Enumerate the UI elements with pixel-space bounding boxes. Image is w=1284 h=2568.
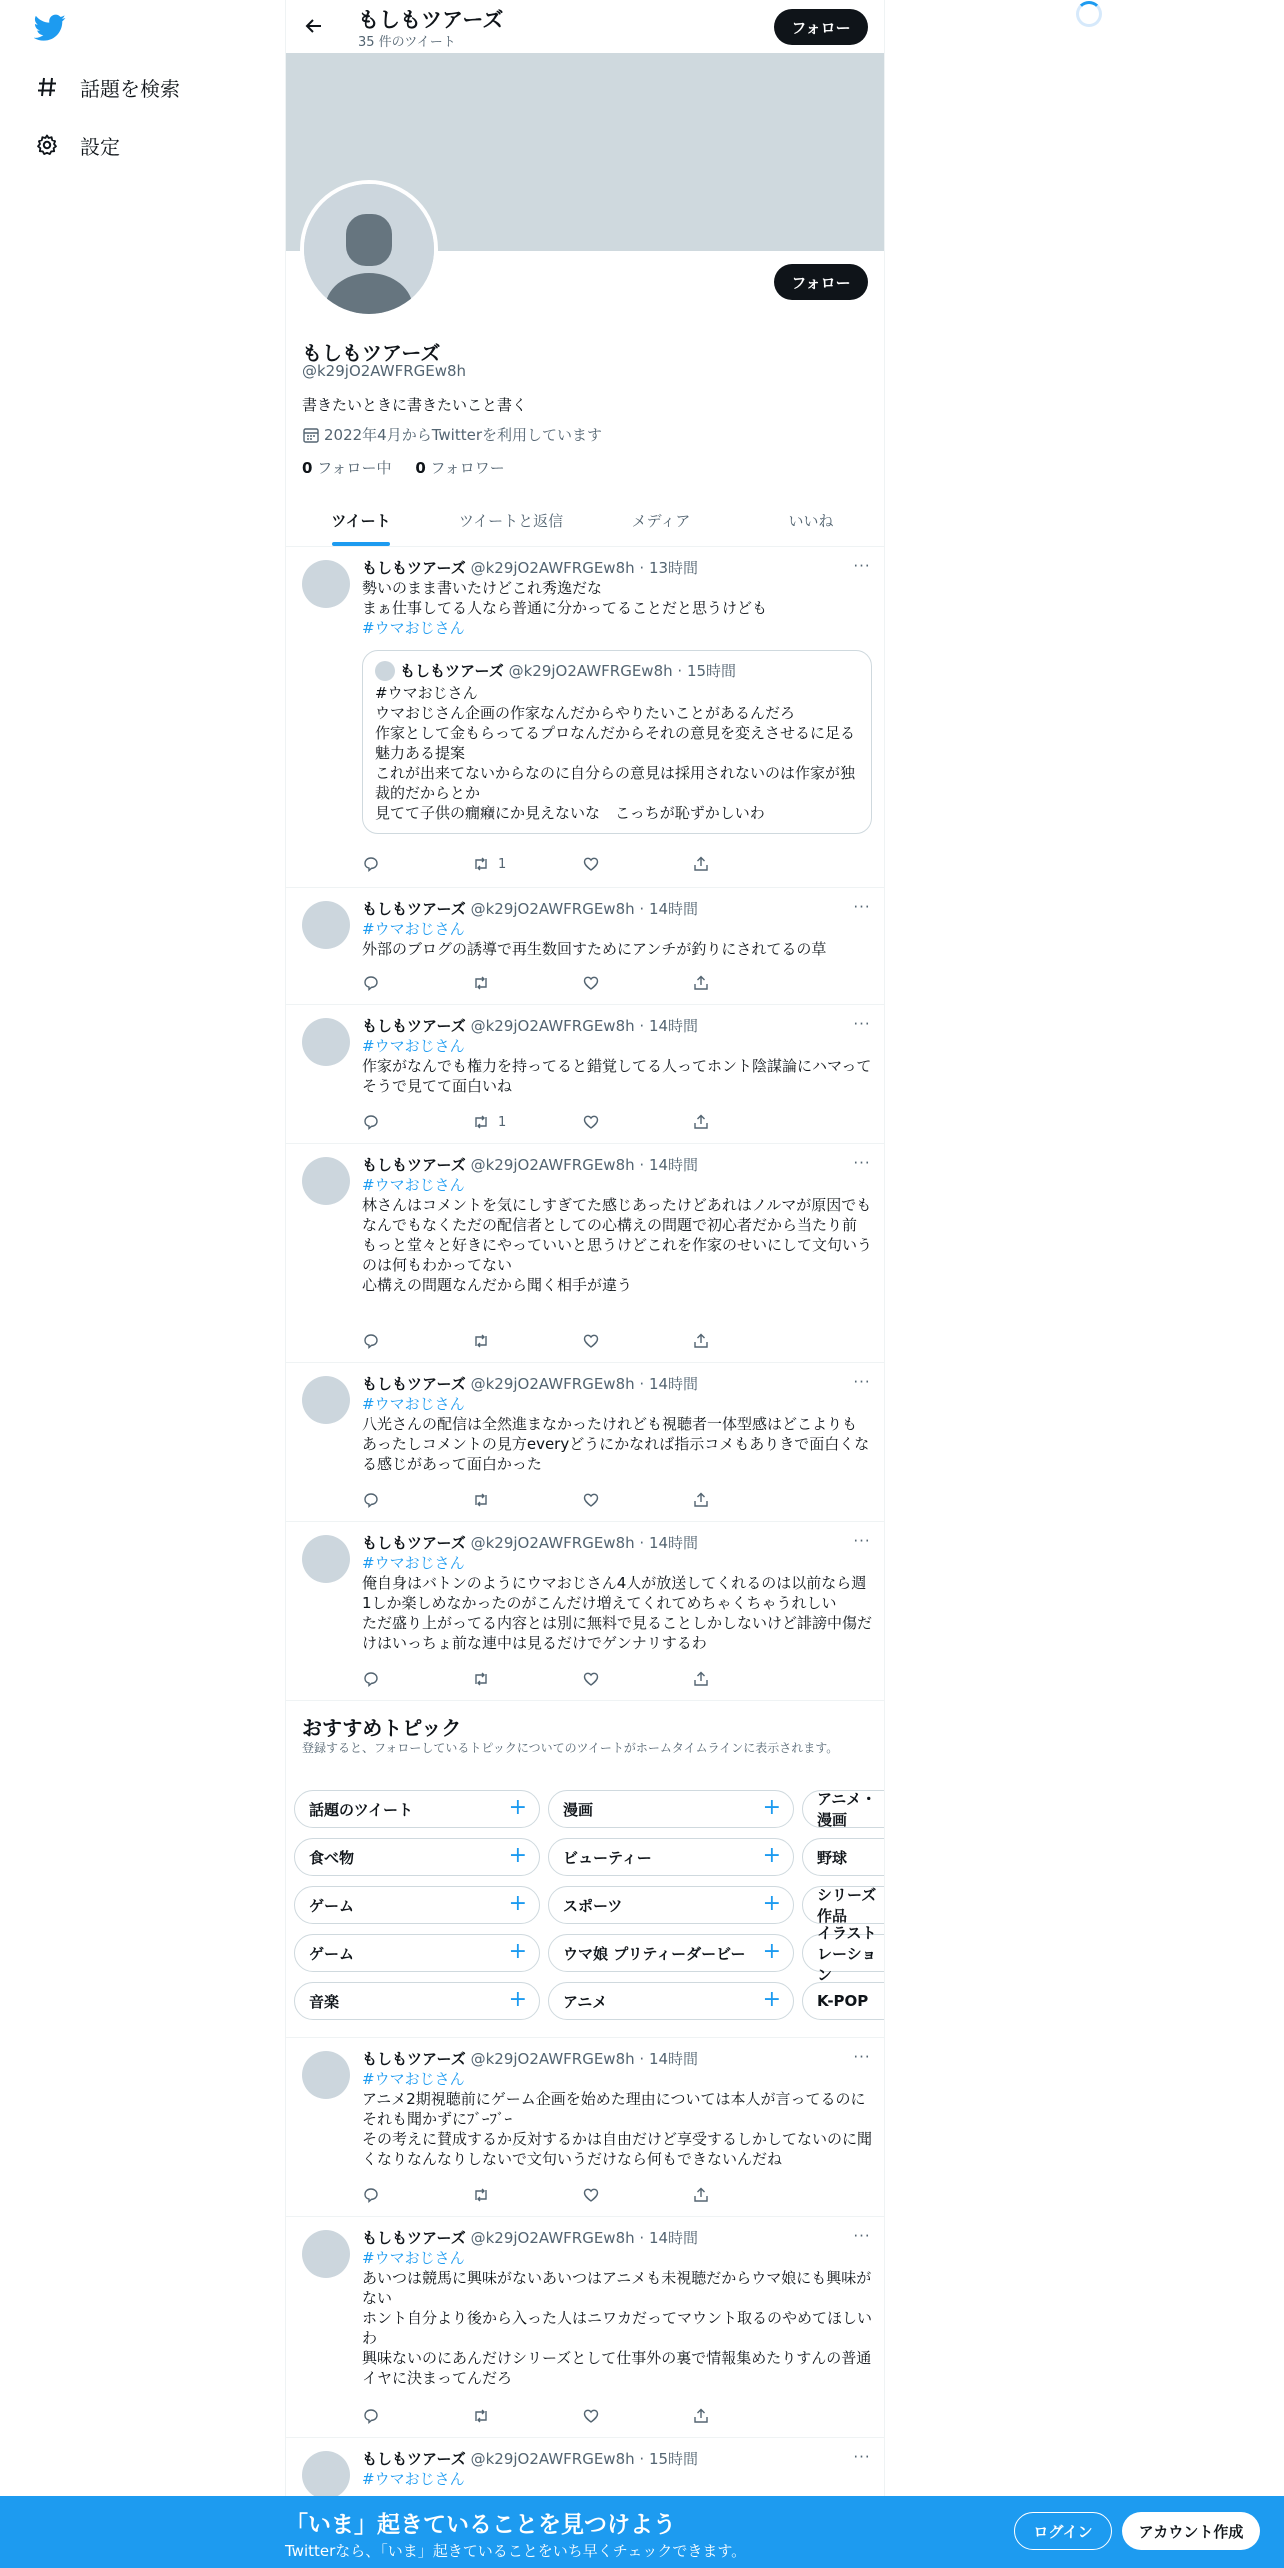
tweet-avatar[interactable] [302,1157,350,1205]
twitter-logo-icon[interactable] [34,14,66,42]
tweet-author-name[interactable]: もしもツアーズ [362,900,466,918]
plus-icon[interactable]: + [762,1939,781,1964]
heart-icon [582,2186,600,2204]
hashtag-link[interactable]: #ウマおじさん [362,2070,465,2088]
tab-tweets-and-replies[interactable]: ツイートと返信 [458,511,564,530]
tweet-author-handle[interactable]: @k29jO2AWFRGEw8h [470,2450,635,2468]
retweet-button[interactable] [472,2185,582,2205]
tweet-header [362,2449,872,2469]
tweet-author-handle[interactable]: @k29jO2AWFRGEw8h [470,559,635,577]
reply-icon [362,1113,380,1131]
recommended-topics [286,1708,885,2038]
heart-icon [582,2407,600,2425]
tweet-author-handle[interactable]: @k29jO2AWFRGEw8h [470,900,635,918]
like-button[interactable] [582,854,692,874]
nav-explore[interactable] [34,67,180,107]
tweet-avatar[interactable] [302,2230,350,2278]
tweet[interactable] [286,889,885,1005]
topic-chip[interactable]: K-POP [802,1982,885,2020]
tweet-actions [362,1112,802,1132]
share-button[interactable] [692,1331,802,1351]
retweet-icon [472,1670,490,1688]
hashtag-link[interactable]: #ウマおじさん [362,2470,465,2488]
signup-banner [0,2496,1284,2568]
hashtag-link[interactable]: #ウマおじさん [362,2249,465,2267]
nav-settings-label: 設定 [80,134,120,159]
tweet-actions [362,2406,802,2426]
tweet-author-name[interactable]: もしもツアーズ [362,1156,466,1174]
heart-icon [582,1670,600,1688]
profile-tabs [286,494,885,547]
topic-chip[interactable]: ゲーム + [294,1934,540,1972]
tweet-avatar[interactable] [302,2451,350,2499]
tweet-time[interactable]: · 13時間 [639,559,699,577]
tweet-time[interactable]: · 14時間 [639,900,699,918]
reply-button[interactable] [362,2185,472,2205]
retweet-icon [472,1332,490,1350]
share-button[interactable] [692,973,802,993]
tweet-time[interactable]: · 14時間 [639,1534,699,1552]
hashtag-link[interactable]: #ウマおじさん [362,1037,465,1055]
more-icon[interactable]: ··· [853,1154,871,1172]
plus-icon[interactable]: + [762,1891,781,1916]
topic-chip[interactable]: 漫画 + [548,1790,794,1828]
reply-icon [362,855,380,873]
calendar-icon [302,426,320,444]
plus-icon[interactable]: + [762,1795,781,1820]
followers-link[interactable]: 0 フォロワー [415,459,505,477]
more-icon[interactable]: ··· [853,2448,871,2466]
tweet-author-name[interactable]: もしもツアーズ [362,1017,466,1035]
tweet-actions [362,1331,802,1351]
quoted-tweet[interactable] [362,650,872,834]
hashtag-icon [34,74,60,100]
tweet-header [362,2228,872,2248]
tweet-avatar[interactable] [302,1535,350,1583]
tweet-time[interactable]: · 15時間 [639,2450,699,2468]
like-button[interactable] [582,1669,692,1689]
reply-button[interactable] [362,1490,472,1510]
quoted-tweet-time: · 15時間 [677,662,737,680]
hashtag-link[interactable]: #ウマおじさん [362,619,465,637]
tweet-header [362,1016,872,1036]
following-link[interactable]: 0 フォロー中 [302,459,392,477]
tweet-header [362,558,872,578]
tweet-author-handle[interactable]: @k29jO2AWFRGEw8h [470,1375,635,1393]
reply-icon [362,2186,380,2204]
loading-spinner-icon [1076,1,1102,27]
like-button[interactable] [582,1490,692,1510]
tweet-time[interactable]: · 14時間 [639,1375,699,1393]
topic-chip[interactable]: ビューティー + [548,1838,794,1876]
plus-icon[interactable]: + [508,1939,527,1964]
topic-chip[interactable]: アニメ・漫画 [802,1790,885,1828]
retweet-icon [472,1113,490,1131]
profile-handle: @k29jO2AWFRGEw8h [302,362,467,380]
plus-icon[interactable]: + [508,1987,527,2012]
topics-subtitle: 登録すると、フォローしているトピックについてのツイートがホームタイムラインに表示されます。 [302,1741,839,1755]
tweet-actions [362,973,802,993]
tweet-author-handle[interactable]: @k29jO2AWFRGEw8h [470,1156,635,1174]
share-icon [692,1113,710,1131]
share-button[interactable] [692,2406,802,2426]
quoted-tweet-text: #ウマおじさん ウマおじさん企画の作家なんだからやりたいことがあるんだろ 作家として金もらってるプロなんだからそれの意見を変えさせるに足る魅力ある提案 これが出来てないからなのに自分らの意見は採用されないのは作家が独裁的だからとか 見てて子供の癇癪にか見えないな こっちが恥ずかしいわ [375,684,856,822]
topic-chip[interactable]: ゲーム + [294,1886,540,1924]
profile-join-date [302,424,602,445]
tab-tweets[interactable]: ツイート [286,494,436,546]
quoted-tweet-avatar [375,661,395,681]
like-button[interactable] [582,2406,692,2426]
tweet[interactable] [286,1364,885,1522]
login-button[interactable]: ログイン [1014,2512,1112,2550]
tweet-time[interactable]: · 14時間 [639,1017,699,1035]
signup-button[interactable]: アカウント作成 [1122,2512,1260,2550]
more-icon[interactable]: ··· [853,557,871,575]
topic-chip[interactable]: スポーツ + [548,1886,794,1924]
topic-chip[interactable]: 音楽 + [294,1982,540,2020]
topic-chip[interactable]: シリーズ作品 [802,1886,885,1924]
more-icon[interactable]: ··· [853,1015,871,1033]
tweet-author-name[interactable]: もしもツアーズ [362,2050,466,2068]
retweet-button[interactable] [472,1490,582,1510]
retweet-icon [472,855,490,873]
tweet-actions [362,1669,802,1689]
hashtag-link[interactable]: #ウマおじさん [362,1395,465,1413]
tweet-header [362,1533,872,1553]
heart-icon [582,1332,600,1350]
topics-title: おすすめトピック [302,1716,462,1740]
tweet[interactable] [286,548,885,888]
share-icon [692,974,710,992]
more-icon[interactable]: ··· [853,2048,871,2066]
tweet-avatar[interactable] [302,901,350,949]
tweet-text: 林さんはコメントを気にしすぎてた感じあったけどあれはノルマが原因でもなんでもなくただの配信者としての心構えの問題で初心者だから当たり前 もっと堂々と好きにやっていいと思うけどこれを作家のせいにして文句いうのは何もわかってない 心構えの問題なんだから聞く相手が違う [362,1196,873,1294]
reply-button[interactable] [362,1112,472,1132]
tweet-author-name[interactable]: もしもツアーズ [362,1375,466,1393]
share-icon [692,1491,710,1509]
reply-icon [362,1670,380,1688]
retweet-icon [472,974,490,992]
tweet-text: 八光さんの配信は全然進まなかったけれども視聴者一体型感はどこよりもあったしコメントの見方everyどうにかなれば指示コメもありきで面白くなる感じがあって面白かった [362,1415,870,1473]
share-icon [692,2407,710,2425]
tweet[interactable] [286,1006,885,1144]
tweet-time[interactable]: · 14時間 [639,2229,699,2247]
reply-button[interactable] [362,973,472,993]
profile-follow-stats [302,457,505,478]
tweet-header [362,899,872,919]
tweet-author-name[interactable]: もしもツアーズ [362,2229,466,2247]
signup-banner-subtitle: Twitterなら、「いま」起きていることをいち早くチェックできます。 [285,2542,747,2560]
retweet-button[interactable] [472,1112,582,1132]
tweet-actions [362,2185,802,2205]
signup-banner-title: 「いま」起きていることを見つけよう [285,2512,676,2538]
tweet-header [362,1374,872,1394]
reply-icon [362,1332,380,1350]
tweet-author-handle[interactable]: @k29jO2AWFRGEw8h [470,1017,635,1035]
topic-chip[interactable]: 話題のツイート + [294,1790,540,1828]
tweet-author-handle[interactable]: @k29jO2AWFRGEw8h [470,2229,635,2247]
topic-chip[interactable]: 食べ物 + [294,1838,540,1876]
share-icon [692,855,710,873]
heart-icon [582,1113,600,1131]
topic-chip[interactable]: ウマ娘 プリティーダービー + [548,1934,794,1972]
hashtag-link[interactable]: #ウマおじさん [362,920,465,938]
profile-header-bar [286,0,885,53]
profile-follow-button[interactable]: フォロー [774,264,868,300]
share-button[interactable] [692,1112,802,1132]
plus-icon[interactable]: + [508,1891,527,1916]
retweet-button[interactable] [472,1669,582,1689]
more-icon[interactable]: ··· [853,1373,871,1391]
plus-icon[interactable]: + [762,1843,781,1868]
like-button[interactable] [582,973,692,993]
gear-icon [34,132,60,158]
tweet-text: 外部のブログの誘導で再生数回すためにアンチが釣りにされてるの草 [362,940,827,958]
plus-icon[interactable]: + [508,1795,527,1820]
more-icon[interactable]: ··· [853,2227,871,2245]
tweet-text: あいつは競馬に興味がないあいつはアニメも未視聴だからウマ娘にも興味がない ホント自分より後から入った人はニワカだってマウント取るのやめてほしいわ 興味ないのにあんだけシリーズとして仕事外の裏で情報集めたりすんの普通イヤに決まってんだろ [362,2269,873,2387]
plus-icon[interactable]: + [762,1987,781,2012]
plus-icon[interactable]: + [508,1843,527,1868]
tweet-time[interactable]: · 14時間 [639,2050,699,2068]
nav-explore-label: 話題を検索 [80,76,180,101]
retweet-count: 1 [498,856,507,872]
reply-button[interactable] [362,1669,472,1689]
reply-icon [362,974,380,992]
profile-join-text: 2022年4月からTwitterを利用しています [324,426,602,444]
tweet-text: アニメ2期視聴前にゲーム企画を始めた理由については本人が言ってるのにそれも聞かずにﾌﾞｰﾌﾞｰ その考えに賛成するか反対するかは自由だけど享受するしかしてないのに聞くなりなんなりしないで文句いうだけなら何もできないんだね [362,2090,873,2168]
reply-icon [362,1491,380,1509]
like-button[interactable] [582,2185,692,2205]
tweet-author-name[interactable]: もしもツアーズ [362,559,466,577]
topic-chip[interactable]: 野球 [802,1838,885,1876]
more-icon[interactable]: ··· [853,1532,871,1550]
header-follow-button[interactable]: フォロー [774,9,868,45]
tweet-text: 勢いのまま書いたけどこれ秀逸だな まぁ仕事してる人なら普通に分かってることだと思うけども [362,579,768,617]
tweet-text: 俺自身はバトンのようにウマおじさん4人が放送してくれるのは以前なら週1しか楽しめなかったのがこんだけ増えてくれてめちゃくちゃうれしい ただ盛り上がってる内容とは別に無料で見ることしかしないけど誹謗中傷だけはいっちょ前な連中は見るだけでゲンナリするわ [362,1574,873,1652]
like-button[interactable] [582,1331,692,1351]
tweet-author-handle[interactable]: @k29jO2AWFRGEw8h [470,1534,635,1552]
tweet[interactable] [286,1523,885,1701]
tweet-avatar[interactable] [302,1376,350,1424]
tweet-author-name[interactable]: もしもツアーズ [362,1534,466,1552]
hashtag-link[interactable]: #ウマおじさん [362,1176,465,1194]
nav-settings[interactable] [34,125,120,165]
heart-icon [582,1491,600,1509]
tweet-avatar[interactable] [302,560,350,608]
profile-avatar[interactable] [300,180,438,318]
share-icon [692,2186,710,2204]
back-arrow-icon[interactable] [296,8,332,44]
tweet-actions [362,854,802,874]
header-profile-name: もしもツアーズ [358,8,504,32]
tweet[interactable] [286,1145,885,1363]
reply-icon [362,2407,380,2425]
quoted-author-name: もしもツアーズ [400,662,504,680]
quoted-author-handle: @k29jO2AWFRGEw8h [508,662,673,680]
tweet-author-handle[interactable]: @k29jO2AWFRGEw8h [470,2050,635,2068]
reply-button[interactable] [362,1331,472,1351]
tweet[interactable] [286,2039,885,2217]
like-button[interactable] [582,1112,692,1132]
share-button[interactable] [692,2185,802,2205]
retweet-button[interactable] [472,854,582,874]
reply-button[interactable] [362,854,472,874]
retweet-button[interactable] [472,973,582,993]
share-button[interactable] [692,1669,802,1689]
share-icon [692,1332,710,1350]
more-icon[interactable]: ··· [853,898,871,916]
retweet-count: 1 [498,1114,507,1130]
tweet-header [362,1155,872,1175]
tweet-actions [362,1490,802,1510]
tweet-author-name[interactable]: もしもツアーズ [362,2450,466,2468]
retweet-button[interactable] [472,2406,582,2426]
share-button[interactable] [692,1490,802,1510]
share-icon [692,1670,710,1688]
retweet-icon [472,2407,490,2425]
tweet-avatar[interactable] [302,2051,350,2099]
retweet-button[interactable] [472,1331,582,1351]
tab-media[interactable]: メディア [631,511,691,530]
header-tweet-count: 35 件のツイート [358,35,456,50]
retweet-icon [472,1491,490,1509]
tab-likes[interactable]: いいね [788,511,834,530]
tweet[interactable] [286,2218,885,2438]
hashtag-link[interactable]: #ウマおじさん [362,1554,465,1572]
profile-name: もしもツアーズ [302,341,441,365]
heart-icon [582,974,600,992]
tweet-avatar[interactable] [302,1018,350,1066]
default-avatar-icon [304,184,434,314]
retweet-icon [472,2186,490,2204]
heart-icon [582,855,600,873]
tweet-text: 作家がなんでも権力を持ってると錯覚してる人ってホント陰謀論にハマってそうで見てて面白いね [362,1057,872,1095]
reply-button[interactable] [362,2406,472,2426]
tweet-header [362,2049,872,2069]
tweet-time[interactable]: · 14時間 [639,1156,699,1174]
share-button[interactable] [692,854,802,874]
profile-bio: 書きたいときに書きたいこと書く [302,396,528,414]
topic-chip[interactable]: アニメ + [548,1982,794,2020]
topic-chip[interactable]: イラストレーション [802,1934,885,1972]
profile-column [285,0,885,2568]
